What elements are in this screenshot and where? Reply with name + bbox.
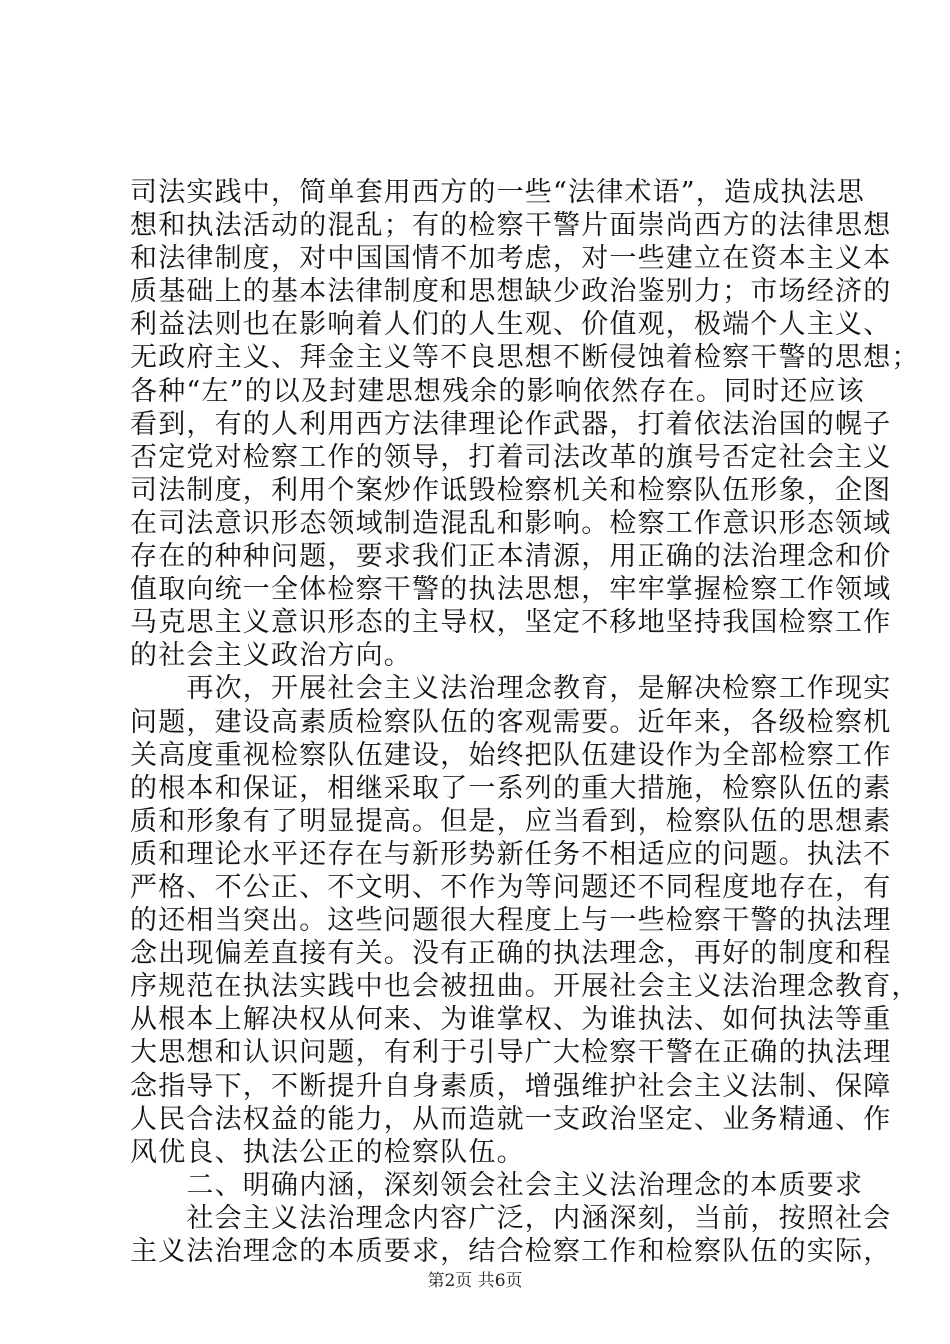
text-line: 风优良、执法公正的检察队伍。 <box>130 1136 525 1168</box>
text-line: 否定党对检察工作的领导，打着司法改革的旗号否定社会主义 <box>130 441 892 473</box>
text-line: 在司法意识形态领域制造混乱和影响。检察工作意识形态领域 <box>130 507 892 539</box>
text-line: 质和理论水平还存在与新形势新任务不相适应的问题。执法不 <box>130 838 892 870</box>
text-line: 各种“左”的以及封建思想残余的影响依然存在。同时还应该 <box>130 375 866 407</box>
text-line: 的社会主义政治方向。 <box>130 640 412 672</box>
text-line: 问题，建设高素质检察队伍的客观需要。近年来，各级检察机 <box>130 706 892 738</box>
text-line: 和法律制度，对中国国情不加考虑，对一些建立在资本主义本 <box>130 243 892 275</box>
text-line: 人民合法权益的能力，从而造就一支政治坚定、业务精通、作 <box>130 1103 892 1135</box>
text-line: 二、明确内涵，深刻领会社会主义法治理念的本质要求 <box>130 1169 864 1201</box>
body-text <box>130 176 920 1268</box>
text-line: 利益法则也在影响着人们的人生观、价值观，极端个人主义、 <box>130 309 892 341</box>
text-line: 念指导下，不断提升自身素质，增强维护社会主义法制、保障 <box>130 1070 892 1102</box>
text-line: 值取向统一全体检察干警的执法思想，牢牢掌握检察工作领域 <box>130 574 892 606</box>
text-line: 的根本和保证，相继采取了一系列的重大措施，检察队伍的素 <box>130 772 892 804</box>
page-footer: 第2页 共6页 <box>427 1271 523 1291</box>
text-line: 质和形象有了明显提高。但是，应当看到，检察队伍的思想素 <box>130 805 892 837</box>
text-line: 再次，开展社会主义法治理念教育，是解决检察工作现实 <box>130 673 892 705</box>
text-line: 司法制度，利用个案炒作诋毁检察机关和检察队伍形象，企图 <box>130 474 892 506</box>
text-line: 严格、不公正、不文明、不作为等问题还不同程度地存在，有 <box>130 871 892 903</box>
text-line: 无政府主义、拜金主义等不良思想不断侵蚀着检察干警的思想； <box>130 342 920 374</box>
text-line: 质基础上的基本法律制度和思想缺少政治鉴别力；市场经济的 <box>130 276 892 308</box>
text-line: 大思想和认识问题，有利于引导广大检察干警在正确的执法理 <box>130 1037 892 1069</box>
text-line: 关高度重视检察队伍建设，始终把队伍建设作为全部检察工作 <box>130 739 892 771</box>
text-line: 社会主义法治理念内容广泛，内涵深刻，当前，按照社会 <box>130 1202 892 1234</box>
text-line: 存在的种种问题，要求我们正本清源，用正确的法治理念和价 <box>130 541 892 573</box>
text-line: 想和执法活动的混乱；有的检察干警片面崇尚西方的法律思想 <box>130 210 892 242</box>
text-line: 序规范在执法实践中也会被扭曲。开展社会主义法治理念教育， <box>130 971 920 1003</box>
text-line: 念出现偏差直接有关。没有正确的执法理念，再好的制度和程 <box>130 938 892 970</box>
text-line: 看到，有的人利用西方法律理论作武器，打着依法治国的幌子 <box>130 408 892 440</box>
text-line: 从根本上解决权从何来、为谁掌权、为谁执法、如何执法等重 <box>130 1004 892 1036</box>
text-line: 主义法治理念的本质要求，结合检察工作和检察队伍的实际， <box>130 1236 892 1267</box>
text-line: 的还相当突出。这些问题很大程度上与一些检察干警的执法理 <box>130 905 892 937</box>
text-line: 马克思主义意识形态的主导权，坚定不移地坚持我国检察工作 <box>130 607 892 639</box>
text-line: 司法实践中，简单套用西方的一些“法律术语”，造成执法思 <box>130 177 866 208</box>
